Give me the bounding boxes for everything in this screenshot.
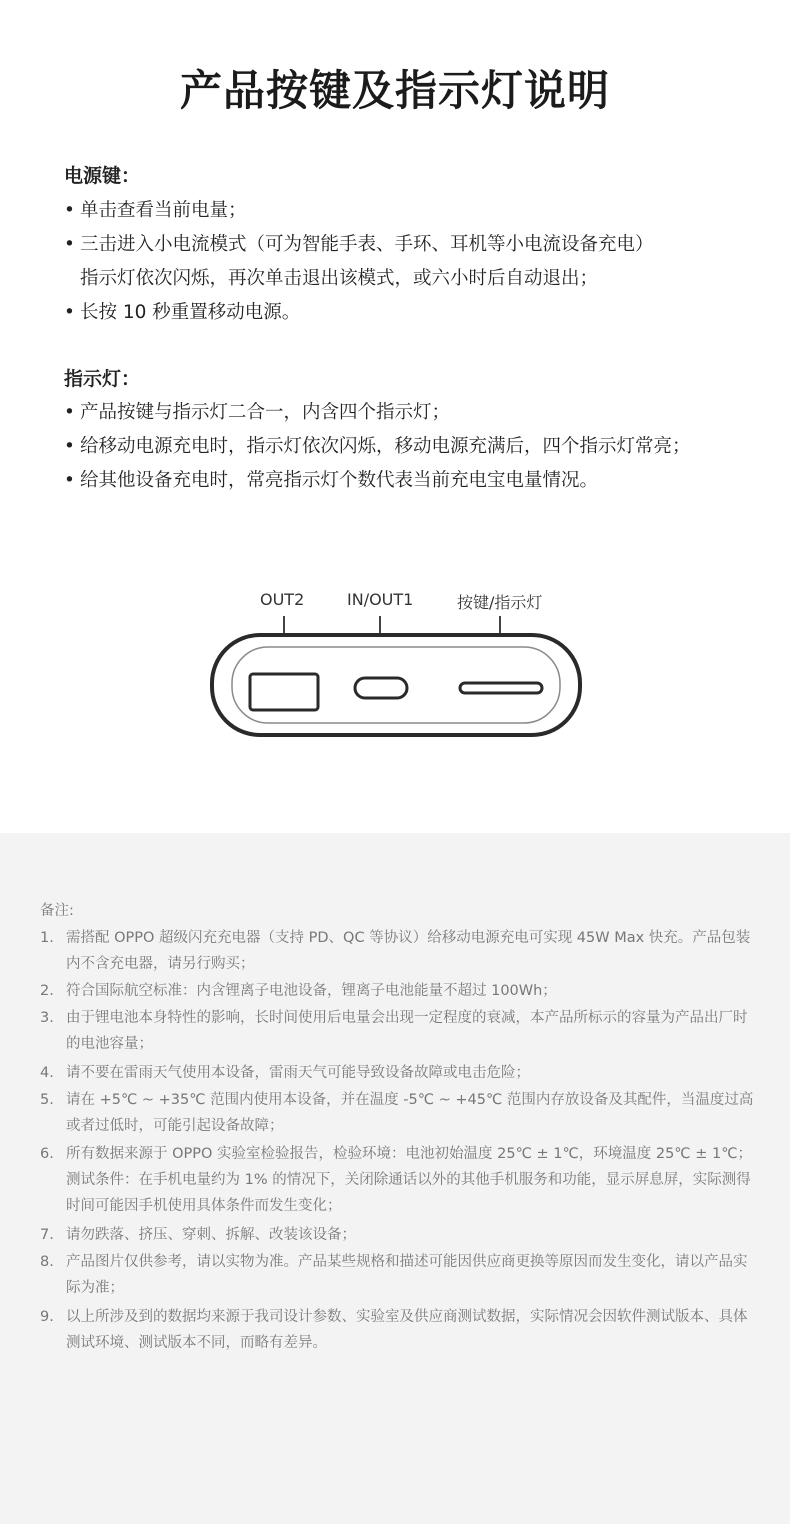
label-button-indicator: 按键/指示灯	[457, 593, 543, 612]
list-item-continuation: 指示灯依次闪烁，再次单击退出该模式，或六小时后自动退出；	[80, 268, 599, 289]
list-item: • 三击进入小电流模式（可为智能手表、手环、耳机等小电流设备充电）	[64, 234, 654, 255]
list-item: • 单击查看当前电量；	[64, 200, 247, 221]
note-item: 4. 请不要在雷雨天气使用本设备，雷雨天气可能导致设备故障或电击危险；	[40, 1065, 530, 1081]
note-item: 9. 以上所涉及到的数据均来源于我司设计参数、实验室及供应商测试数据，实际情况会因软件测试版本、具体测试环境、测试版本不同，而略有差异。	[40, 1309, 748, 1351]
list-item: • 长按 10 秒重置移动电源。	[64, 302, 301, 323]
usb-c-port	[355, 678, 407, 698]
note-item: 1. 需搭配 OPPO 超级闪充充电器（支持 PD、QC 等协议）给移动电源充电可实现 45W Max 快充。产品包装内不含充电器，请另行购买；	[40, 930, 751, 972]
note-item: 3. 由于锂电池本身特性的影响，长时间使用后电量会出现一定程度的衰减，本产品所标示的容量为产品出厂时的电池容量；	[40, 1010, 748, 1052]
note-item: 7. 请勿跌落、挤压、穿刺、拆解、改装该设备；	[40, 1227, 356, 1243]
label-in-out1: IN/OUT1	[347, 590, 414, 609]
bullet-icon: •	[64, 470, 75, 491]
note-item: 5. 请在 +5℃ ~ +35℃ 范围内使用本设备，并在温度 -5℃ ~ +45℃ 范围内存放设备及其配件，当温度过高或者过低时，可能引起设备故障；	[40, 1092, 754, 1134]
bullet-icon: •	[64, 302, 75, 323]
usb-a-port	[250, 674, 318, 710]
power-bank-drawing	[0, 580, 790, 760]
note-item: 2. 符合国际航空标准：内含锂离子电池设备，锂离子电池能量不超过 100Wh；	[40, 983, 557, 999]
power-key-heading: 电源键：	[64, 165, 141, 187]
list-item: • 给移动电源充电时，指示灯依次闪烁，移动电源充满后，四个指示灯常亮；	[64, 436, 691, 457]
bullet-icon: •	[64, 402, 75, 423]
note-item: 6. 所有数据来源于 OPPO 实验室检验报告，检验环境：电池初始温度 25℃ ± 1℃，环境温度 25℃ ± 1℃；测试条件：在手机电量约为 1% 的情况下，关闭除通话以外的其他手机服务和功能，显示屏息屏，实际测得时间可能因手机使用具体条件而发生变化；	[40, 1146, 752, 1214]
bullet-icon: •	[64, 436, 75, 457]
list-item: • 给其他设备充电时，常亮指示灯个数代表当前充电宝电量情况。	[64, 470, 599, 491]
page-title: 产品按键及指示灯说明	[179, 66, 610, 115]
list-item: • 产品按键与指示灯二合一，内含四个指示灯；	[64, 402, 451, 423]
indicator-heading: 指示灯：	[64, 368, 141, 390]
label-out2: OUT2	[260, 590, 305, 609]
bullet-icon: •	[64, 234, 75, 255]
port-diagram	[0, 580, 790, 760]
notes-heading: 备注:	[40, 903, 74, 919]
note-item: 8. 产品图片仅供参考，请以实物为准。产品某些规格和描述可能因供应商更换等原因而发生变化，请以产品实际为准；	[40, 1254, 748, 1296]
button-indicator-strip	[460, 683, 542, 693]
bullet-icon: •	[64, 200, 75, 221]
